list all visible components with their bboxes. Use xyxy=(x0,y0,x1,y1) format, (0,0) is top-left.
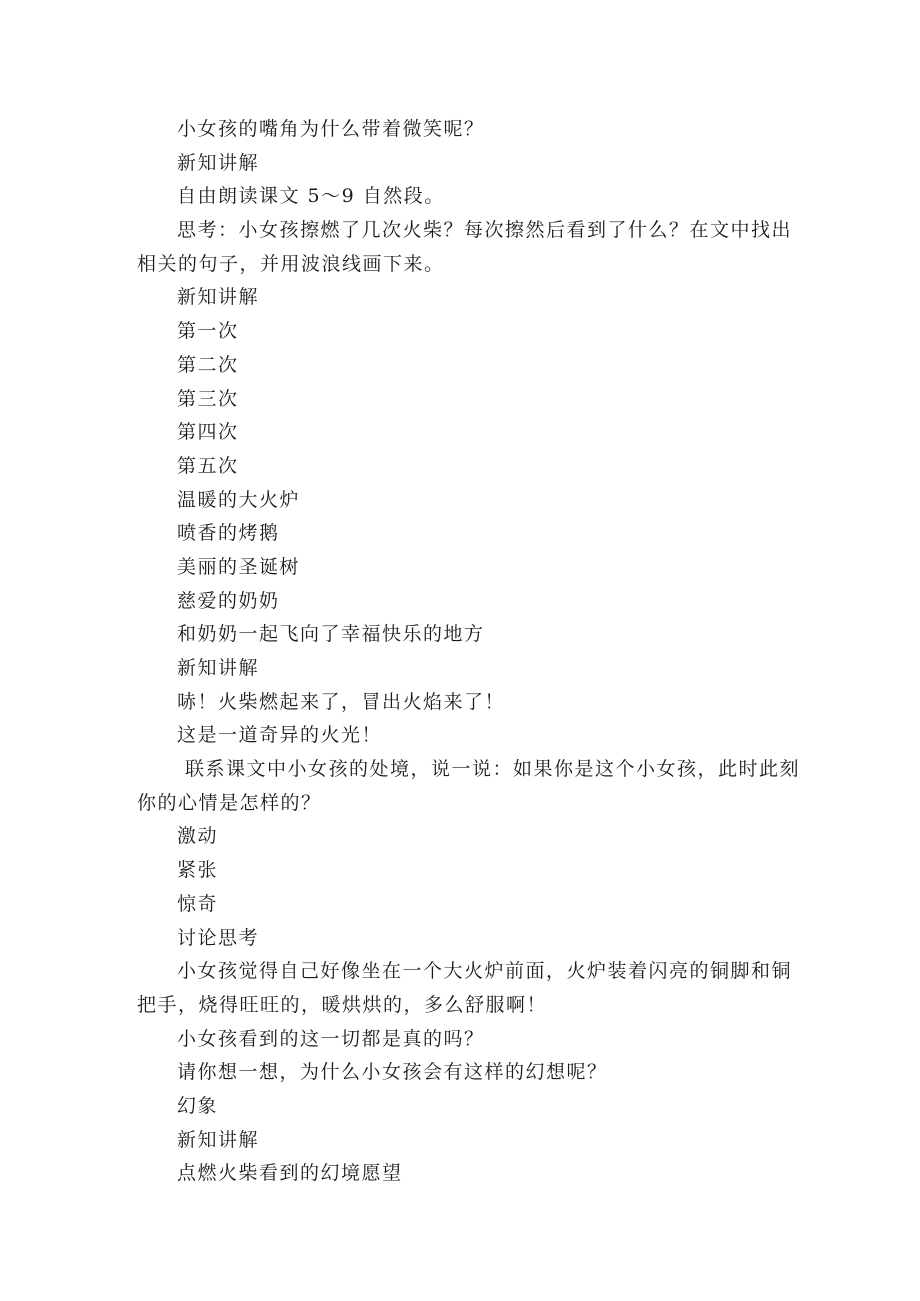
list-item: 激动 xyxy=(177,825,219,848)
list-item: 第五次 xyxy=(177,454,239,477)
list-item: 慈爱的奶奶 xyxy=(177,589,280,612)
question-smile: 小女孩的嘴角为什么带着微笑呢？ xyxy=(177,118,485,140)
list-item: 幻象 xyxy=(177,1094,219,1117)
reading-instruction: 自由朗读课文 5～9 自然段。 xyxy=(177,185,445,208)
question-line: 小女孩看到的这一切都是真的吗？ xyxy=(177,1027,485,1050)
section-heading: 讨论思考 xyxy=(177,926,260,949)
list-item: 和奶奶一起飞向了幸福快乐的地方 xyxy=(177,623,485,646)
list-item: 紧张 xyxy=(177,859,219,882)
thinking-prompt-continued: 相关的句子，并用波浪线画下来。 xyxy=(137,252,445,275)
list-item: 第一次 xyxy=(177,320,239,343)
section-heading: 新知讲解 xyxy=(177,151,260,174)
list-item: 美丽的圣诞树 xyxy=(177,555,301,578)
list-item: 惊奇 xyxy=(177,892,219,915)
list-item: 温暖的大火炉 xyxy=(177,488,301,511)
discussion-prompt: 联系课文中小女孩的处境，说一说：如果你是这个小女孩，此时此刻 xyxy=(185,758,801,781)
list-item: 第四次 xyxy=(177,421,239,444)
section-heading: 新知讲解 xyxy=(177,286,260,309)
list-item: 喷香的烤鹅 xyxy=(177,522,280,545)
summary-line: 点燃火柴看到的幻境愿望 xyxy=(177,1162,403,1185)
quote-line: 这是一道奇异的火光！ xyxy=(177,724,383,747)
document-body xyxy=(137,113,801,1191)
section-heading: 新知讲解 xyxy=(177,1128,260,1151)
quote-paragraph-continued: 把手，烧得旺旺的，暖烘烘的，多么舒服啊！ xyxy=(137,993,548,1016)
quote-paragraph: 小女孩觉得自己好像坐在一个大火炉前面，火炉装着闪亮的铜脚和铜 xyxy=(177,960,793,983)
list-item: 第二次 xyxy=(177,353,239,376)
section-heading: 新知讲解 xyxy=(177,657,260,679)
quote-line: 哧！火柴燃起来了，冒出火焰来了！ xyxy=(177,690,506,713)
discussion-prompt-continued: 你的心情是怎样的？ xyxy=(137,791,322,814)
question-line: 请你想一想，为什么小女孩会有这样的幻想呢？ xyxy=(177,1061,608,1084)
list-item: 第三次 xyxy=(177,387,239,410)
thinking-prompt: 思考：小女孩擦燃了几次火柴？每次擦然后看到了什么？在文中找出 xyxy=(177,219,793,242)
